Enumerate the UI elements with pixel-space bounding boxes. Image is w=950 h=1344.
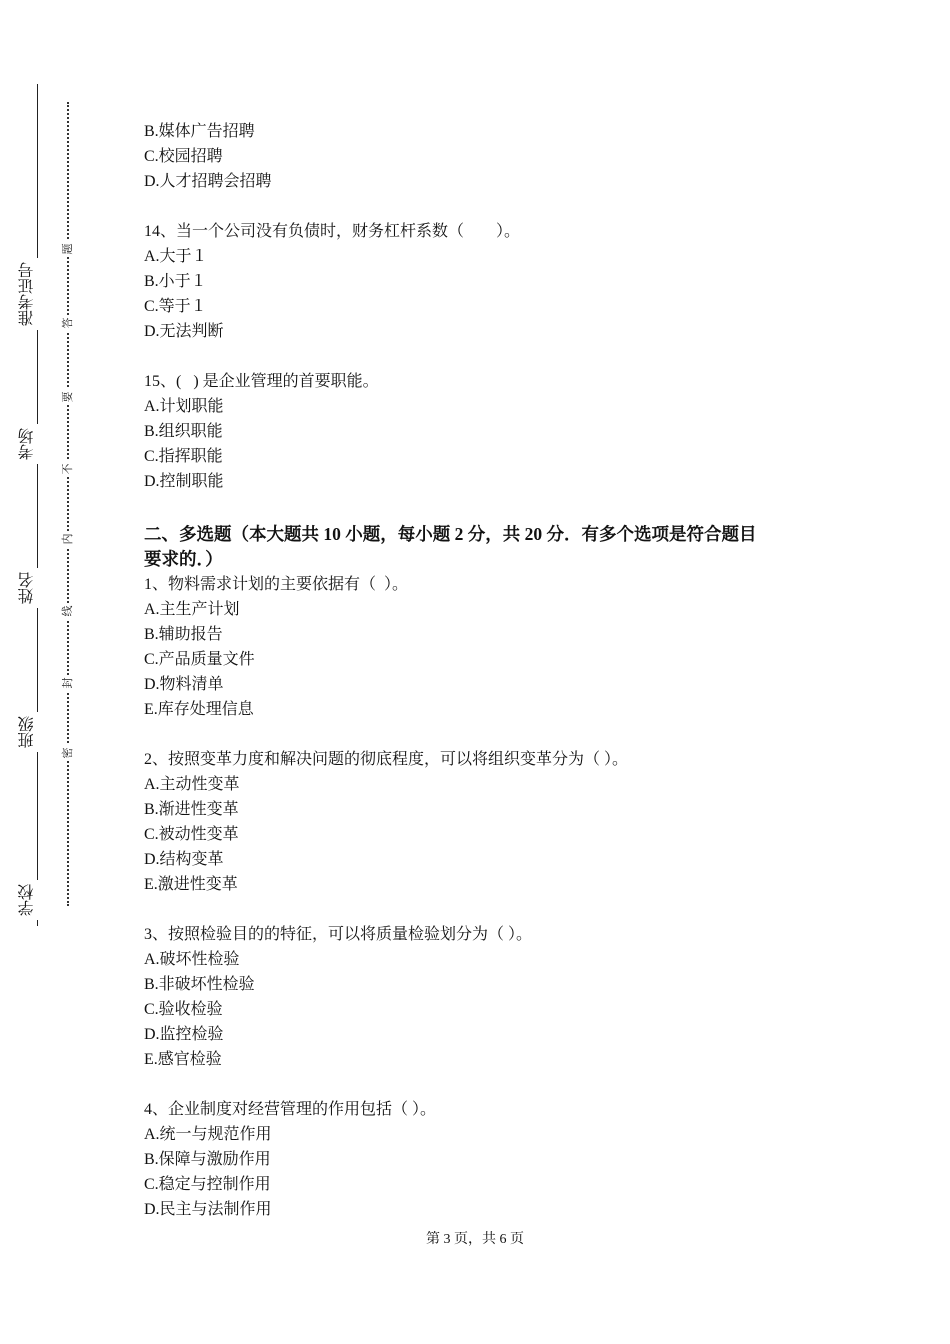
question-stem: 2、按照变革力度和解决问题的彻底程度，可以将组织变革分为（ ）。 [144,751,629,768]
seal-char: 密 [61,745,75,761]
option-a: A.主动性变革 [144,776,240,793]
option-d: D.无法判断 [144,323,224,340]
seal-char: 不 [61,461,75,477]
multi-question-2 [144,747,824,897]
exam-room-label: 考场 [18,424,56,464]
option-b: B.媒体广告招聘 [144,123,255,140]
binding-solid-line [37,84,38,926]
option-b: B.小于１ [144,273,207,290]
option-b: B.组织职能 [144,423,223,440]
option-c: C.校园招聘 [144,148,223,165]
option-a: A.破坏性检验 [144,951,240,968]
exam-number-label: 准考证号 [18,258,56,330]
name-label: 姓名 [18,568,56,608]
seal-char: 题 [61,241,75,257]
option-d: D.民主与法制作用 [144,1201,272,1218]
option-e: E.库存处理信息 [144,701,254,718]
question-14 [144,219,824,344]
seal-char: 内 [61,531,75,547]
exam-content [144,119,824,1222]
seal-char: 答 [61,315,75,331]
option-d: D.监控检验 [144,1026,224,1043]
option-c: C.产品质量文件 [144,651,255,668]
option-c: C.等于１ [144,298,207,315]
option-a: A.主生产计划 [144,601,240,618]
option-d: D.物料清单 [144,676,224,693]
question-stem: 1、物料需求计划的主要依据有（ ）。 [144,576,409,593]
class-label: 班级 [18,712,56,752]
seal-char: 线 [61,603,75,619]
multi-question-4 [144,1097,824,1222]
seal-char: 要 [61,389,75,405]
option-d: D.结构变革 [144,851,224,868]
option-d: D.控制职能 [144,473,224,490]
option-b: B.非破坏性检验 [144,976,255,993]
binding-dotted-line [67,102,69,906]
question-stem: 3、按照检验目的的特征，可以将质量检验划分为（ ）。 [144,926,533,943]
option-a: A.大于１ [144,248,208,265]
option-e: E.感官检验 [144,1051,222,1068]
option-d: D.人才招聘会招聘 [144,173,272,190]
multi-question-3 [144,922,824,1072]
option-a: A.计划职能 [144,398,224,415]
option-c: C.被动性变革 [144,826,239,843]
multi-question-1 [144,572,824,722]
option-a: A.统一与规范作用 [144,1126,272,1143]
school-label: 学校 [18,880,56,920]
question-stem: 4、企业制度对经营管理的作用包括（ ）。 [144,1101,437,1118]
section-2-title [144,522,824,572]
question-13-tail [144,119,824,194]
option-b: B.保障与激励作用 [144,1151,271,1168]
seal-char: 封 [61,675,75,691]
section-title-line: 二、多选题（本大题共 10 小题，每小题 2 分，共 20 分．有多个选项是符合题目 [144,524,757,544]
option-c: C.指挥职能 [144,448,223,465]
section-title-line: 要求的．） [144,549,223,569]
option-e: E.激进性变革 [144,876,238,893]
question-stem: 15、( ) 是企业管理的首要职能。 [144,373,379,390]
question-15 [144,369,824,494]
option-b: B.辅助报告 [144,626,223,643]
page-number: 第 3 页，共 6 页 [426,1232,524,1247]
option-c: C.验收检验 [144,1001,223,1018]
option-b: B.渐进性变革 [144,801,239,818]
question-stem: 14、当一个公司没有负债时，财务杠杆系数（ ）。 [144,223,521,240]
option-c: C.稳定与控制作用 [144,1176,271,1193]
